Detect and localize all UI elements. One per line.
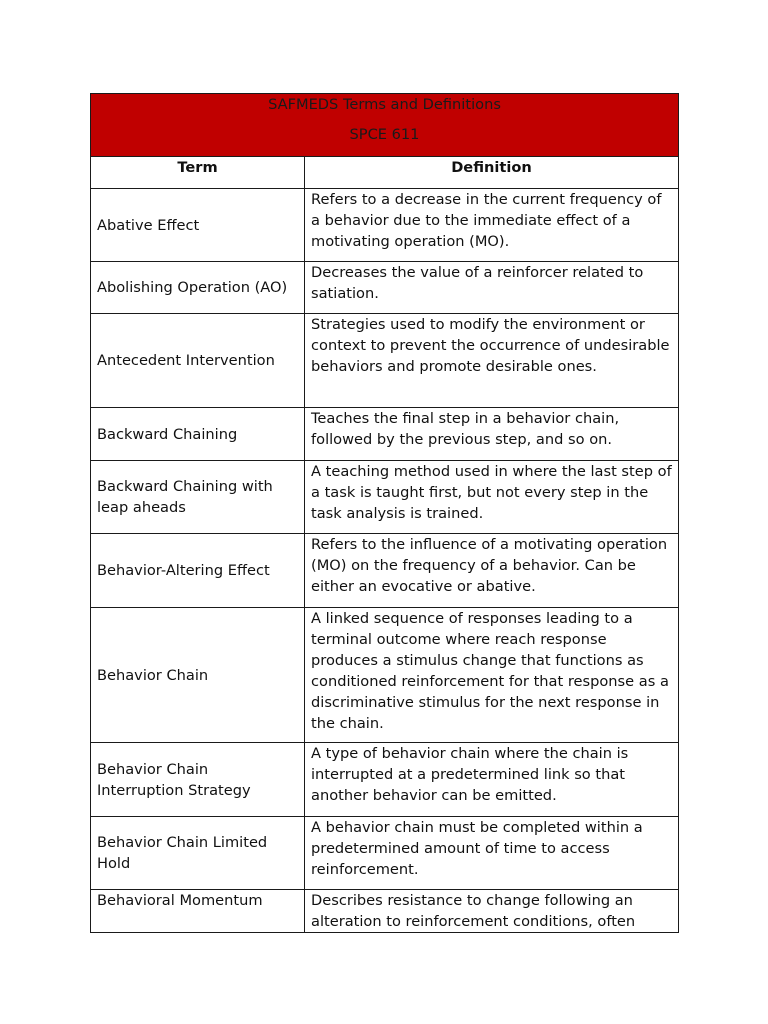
- table-row: [91, 461, 679, 534]
- definition-cell: Strategies used to modify the environment or context to prevent the occurrence of undesirable behaviors and promote desirable ones.: [305, 314, 679, 408]
- title-cell: [91, 94, 679, 157]
- table-row: [91, 534, 679, 608]
- term-cell: Backward Chaining with leap aheads: [91, 461, 305, 534]
- table-row: [91, 189, 679, 262]
- definition-cell: A behavior chain must be completed within a predetermined amount of time to access reinforcement.: [305, 817, 679, 890]
- table-row: [91, 743, 679, 817]
- term-cell: Backward Chaining: [91, 408, 305, 461]
- document-title: SAFMEDS Terms and Definitions: [268, 96, 501, 113]
- column-header-definition: Definition: [305, 157, 679, 189]
- table-row: [91, 608, 679, 743]
- definition-cell: Refers to the influence of a motivating operation (MO) on the frequency of a behavior. Can be either an evocative or abative.: [305, 534, 679, 608]
- term-cell: Behavioral Momentum: [91, 890, 305, 933]
- definition-cell: Teaches the final step in a behavior chain, followed by the previous step, and so on.: [305, 408, 679, 461]
- term-cell: Behavior Chain Interruption Strategy: [91, 743, 305, 817]
- table-row: [91, 408, 679, 461]
- table-row: [91, 314, 679, 408]
- table-row: [91, 817, 679, 890]
- term-cell: Behavior Chain Limited Hold: [91, 817, 305, 890]
- term-cell: Abolishing Operation (AO): [91, 262, 305, 314]
- safmeds-table: [90, 93, 679, 933]
- term-cell: Behavior-Altering Effect: [91, 534, 305, 608]
- definition-cell: A linked sequence of responses leading to a terminal outcome where reach response produces a stimulus change that functions as conditioned reinforcement for that response as a discriminative stimulus for the next response in the chain.: [305, 608, 679, 743]
- definition-cell: Decreases the value of a reinforcer related to satiation.: [305, 262, 679, 314]
- course-code: SPCE 611: [349, 126, 420, 143]
- definition-cell: A teaching method used in where the last step of a task is taught first, but not every step in the task analysis is trained.: [305, 461, 679, 534]
- header-row: [91, 157, 679, 189]
- definition-cell: Refers to a decrease in the current frequency of a behavior due to the immediate effect of a motivating operation (MO).: [305, 189, 679, 262]
- title-row: [91, 94, 679, 157]
- definition-cell: A type of behavior chain where the chain is interrupted at a predetermined link so that another behavior can be emitted.: [305, 743, 679, 817]
- definition-cell: Describes resistance to change following an alteration to reinforcement conditions, often: [305, 890, 679, 933]
- table-row: [91, 262, 679, 314]
- column-header-term: Term: [91, 157, 305, 189]
- term-cell: Antecedent Intervention: [91, 314, 305, 408]
- term-cell: Behavior Chain: [91, 608, 305, 743]
- term-cell: Abative Effect: [91, 189, 305, 262]
- table-row: [91, 890, 679, 933]
